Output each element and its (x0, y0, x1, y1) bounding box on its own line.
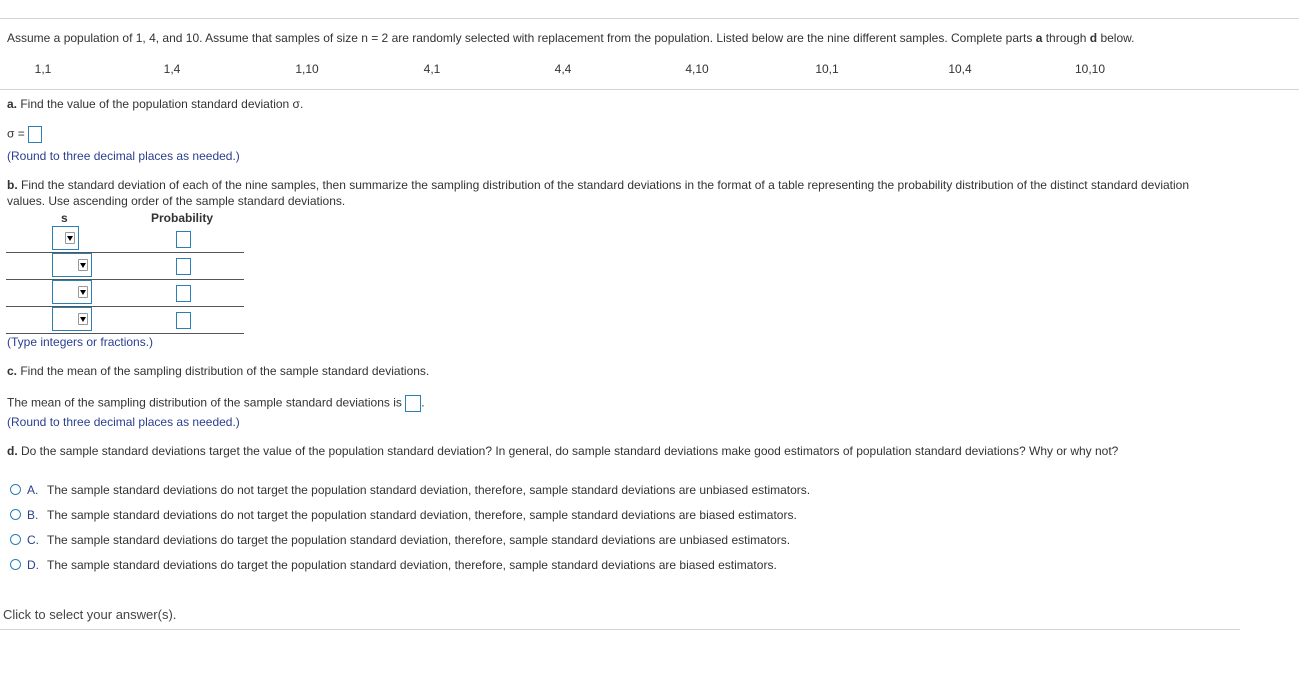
radio-button-icon[interactable] (10, 559, 21, 570)
part-b-question-line1: b. Find the standard deviation of each of the nine samples, then summarize the sampling distribution of the standard deviations in the format of a table representing the probability distribution of the distinct standard deviation (7, 178, 1190, 192)
sample-1: 1,1 (34, 62, 52, 76)
probability-box-1[interactable] (176, 231, 191, 248)
part-b-question-line2: values. Use ascending order of the sample standard deviations. (7, 194, 346, 208)
sample-5: 4,4 (554, 62, 572, 76)
probability-box-3[interactable] (176, 285, 191, 302)
probability-box-4[interactable] (176, 312, 191, 329)
part-c-question: c. Find the mean of the sampling distribution of the sample standard deviations. (7, 364, 430, 378)
sample-3: 1,10 (295, 62, 319, 76)
sample-8: 10,4 (948, 62, 972, 76)
s-dropdown-4[interactable] (52, 307, 92, 331)
chevron-down-icon (78, 313, 88, 325)
probability-box-2[interactable] (176, 258, 191, 275)
part-a-hint: (Round to three decimal places as needed.) (7, 149, 240, 163)
part-c-hint: (Round to three decimal places as needed.) (7, 415, 240, 429)
sample-6: 4,10 (685, 62, 709, 76)
table-row-divider (6, 279, 244, 280)
samples-divider (0, 89, 1299, 90)
chevron-down-icon (78, 259, 88, 271)
option-c[interactable]: C. The sample standard deviations do target the population standard deviation, therefore, sample standard deviations are unbiased estimators. (10, 532, 790, 550)
s-dropdown-2[interactable] (52, 253, 92, 277)
option-a[interactable]: A. The sample standard deviations do not target the population standard deviation, therefore, sample standard deviations are unbiased estimators. (10, 482, 810, 500)
mean-answer-box[interactable] (405, 395, 421, 412)
radio-button-icon[interactable] (10, 534, 21, 545)
part-d-question: d. Do the sample standard deviations target the value of the population standard deviation? In general, do sample standard deviations make good estimators of population standard deviations? Why or why not? (7, 444, 1119, 458)
footer-divider (0, 629, 1240, 630)
sample-7: 10,1 (815, 62, 839, 76)
chevron-down-icon (65, 232, 75, 244)
column-header-s: s (61, 211, 68, 225)
radio-button-icon[interactable] (10, 509, 21, 520)
part-a-question: a. Find the value of the population standard deviation σ. (7, 97, 304, 111)
part-a-answer: σ = (7, 126, 42, 143)
table-row-divider (6, 333, 244, 334)
part-b-hint: (Type integers or fractions.) (7, 335, 154, 349)
sample-9: 10,10 (1074, 62, 1106, 76)
s-dropdown-3[interactable] (52, 280, 92, 304)
chevron-down-icon (78, 286, 88, 298)
option-b[interactable]: B. The sample standard deviations do not target the population standard deviation, therefore, sample standard deviations are biased estimators. (10, 507, 797, 525)
part-c-answer: The mean of the sampling distribution of the sample standard deviations is . (7, 395, 425, 412)
sigma-answer-box[interactable] (28, 126, 42, 143)
top-divider (0, 18, 1299, 19)
column-header-probability: Probability (151, 211, 214, 225)
sample-4: 4,1 (423, 62, 441, 76)
problem-intro: Assume a population of 1, 4, and 10. Assume that samples of size n = 2 are randomly selected with replacement from the population. Listed below are the nine different samples. Complete parts a through d below. (7, 31, 1135, 45)
footer-instruction: Click to select your answer(s). (3, 607, 177, 622)
sample-2: 1,4 (163, 62, 181, 76)
table-row-divider (6, 252, 244, 253)
option-d[interactable]: D. The sample standard deviations do target the population standard deviation, therefore, sample standard deviations are biased estimators. (10, 557, 777, 575)
s-dropdown-1[interactable] (52, 226, 79, 250)
radio-button-icon[interactable] (10, 484, 21, 495)
table-row-divider (6, 306, 244, 307)
